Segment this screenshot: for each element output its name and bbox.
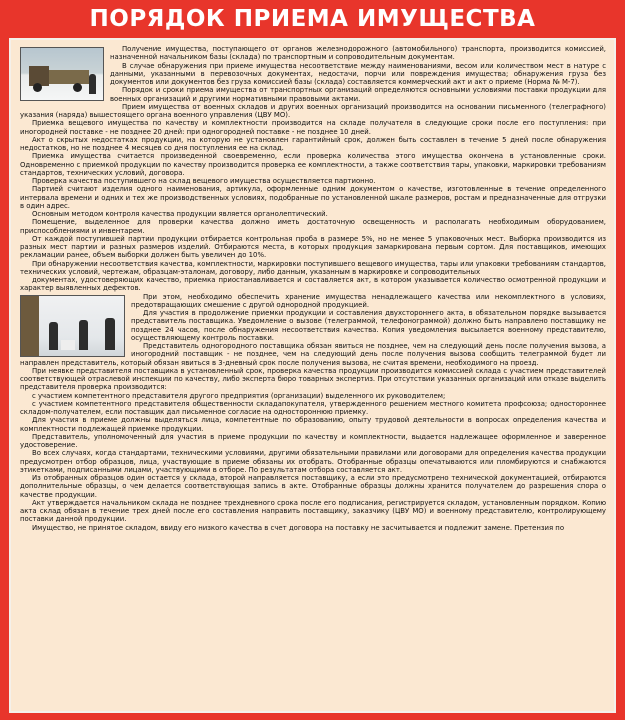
paragraph: с участием компетентного представителя общественности складапокупателя, утвержденного решением местного комитета профсоюза; одностороннее складом-получателем, если поставщик дал письменное согласие на одностороннюю приемку. [20, 399, 606, 416]
paragraph: Приемка имущества считается произведенной своевременно, если проверка количества этого имущества окончена в установленные сроки. Одновременно с приемкой продукции по качеству производится проверка ее комплектности, а также соответствия тары, упаковки, маркировки требованиям стандартов, технических условий, договора. [20, 152, 606, 177]
box-shape [61, 340, 75, 350]
worker-figure [89, 74, 96, 94]
worker-figure [79, 320, 88, 350]
paragraph: В случае обнаружения при приеме имущества несоответствие между наименованиями, весом или количеством мест в натуре с данными, указанными в перевозочных документах, недостачи, порчи или повреждения имущества; обнаружения груза без документов или документов без груза комиссией базы (склада) составляется коммерческий акт и акт о приеме (Норма № М-7). [110, 61, 606, 86]
truck-bed-shape [49, 70, 89, 84]
paragraph: От каждой поступившей партии продукции отбирается контрольная проба в размере 5%, но не менее 5 упаковочных мест. Выборка производится из разных мест партии и разных размеров изделий. Отбираются места, в которых продукция замаркирована первым сортом. Для поставщиков, имеющих рекламации ранее, объем выборки должен быть увеличен до 10%. [20, 234, 606, 260]
paragraph: Получение имущества, поступающего от органов железнодорожного (автомобильного) транспорта, производится комиссией, назначенной начальником базы (склада) по транспортным и сопроводительным документам. [110, 45, 606, 62]
paragraph: Прием имущества от военных складов и других военных организаций производится на основании письменного (телеграфного) указания (наряда) вышестоящего органа военного управления (ЦВУ МО). [20, 102, 606, 119]
paragraph: Акт о скрытых недостатках продукции, на которую не установлен гарантийный срок, должен быть составлен в течение 5 дней после обнаружения недостатков, но не позднее 4 месяцев со дня поступления ее на склад. [20, 135, 606, 152]
paragraph: Представитель одногородного поставщика обязан явиться не позднее, чем на следующий день после получения вызова, а иногородний поставщик - не позднее, чем на следующий день после получения вызова сообщить телеграммой будет ли направлен представитель, который обязан явиться в 3-дневный срок после получения вызова, не считая времени, необходимого на проезд. [20, 342, 606, 367]
paragraph: Для участия в продолжение приемки продукции и составления двухстороннего акта, в обязательном порядке вызывается представитель поставщика. Уведомление о вызове (телеграммой, телефонограммой) должно быть направлено поставщику не позднее 24 часов, после обнаружения несоответствия качества. Копия уведомления высылается военному представителю, осуществляющему контроль поставки. [131, 309, 606, 342]
paragraph: При обнаружении несоответствия качества, комплектности, маркировки поступившего вещевого имущества, тары или упаковки требованиям стандартов, технических условий, чертежам, образцам-эталонам, договору, либо данным, указанным в маркировке и сопроводительных [20, 259, 606, 276]
paragraph: Порядок и сроки приема имущества от транспортных организаций определяются основными условиями поставки продукции для военных организаций и другими нормативными правовыми актами. [110, 86, 606, 103]
paragraph: Представитель, уполномоченный для участия в приеме продукции по качеству и комплектности, выдается надлежащее оформленное и заверенное удостоверение. [20, 432, 606, 449]
content-panel [9, 38, 616, 713]
paragraph: Партией считают изделия одного наименования, артикула, оформленные одним документом о качестве, изготовленные в течение определенного интервала времени и одних и тех же производственных условиях, подобранные по установленной шкале размеров, ростам и предназначенные для отгрузки в один адрес. [20, 185, 606, 210]
paragraph: Основным методом контроля качества продукции является органолептический. [32, 210, 328, 218]
paragraph: Акт утверждается начальником склада не позднее трехдневного срока после его подписания, регистрируется складом, установленным порядком. Копию акта склад обязан в течение трех дней после его составления направить поставщику, заказчику (ЦВУ МО) и военному представителю, контролирующему поставки данной продукции. [20, 498, 606, 524]
paragraph: Приемка вещевого имущества по качеству и комплектности производится на складе получателя в следующие сроки после его поступления: при иногородней поставке - не позднее 20 дней: при одногородней поставке - не позднее 10 дней. [20, 119, 606, 136]
paragraph: При неявке представителя поставщика в установленный срок, проверка качества продукции производится комиссией склада с участием представителей соответствующей отраслевой инспекции по качеству, либо эксперта бюро товарных экспертиз. При отсутствии указанных организаций или отказе выделить представителя проверка производится: [20, 366, 606, 392]
paragraph: Во всех случаях, когда стандартами, техническими условиями, другими обязательными правилами или договорами для определения качества продукции предусмотрен отбор образцов, лица, участвующие в приеме обязаны их отобрать. Отобранные образцы опечатываются или пломбируются и снабжаются этикетками, подписанными лицами, участвующими в отборе. По результатам отбора составляется акт. [20, 449, 606, 474]
paragraph: с участием компетентного представителя другого предприятия (организации) выделенного их руководителем; [32, 391, 446, 400]
truck-wheel-shape [33, 83, 42, 92]
paragraph: Из отобранных образцов один остается у склада, второй направляется поставщику, а если это предусмотрено технической документацией, отбираются дополнительные образцы, о чем делается соответствующая запись в акте. Отобранные образцы должны хранится получателем до разрешения спора о качестве продукции. [20, 474, 606, 499]
paragraph: документах, удостоверяющих качество, приемка приостанавливается и составляется акт, в котором указывается количество осмотренной продукции и характер выявленных дефектов. [20, 276, 606, 293]
truck-wheel-shape [73, 83, 82, 92]
worker-figure [105, 318, 115, 350]
paragraph: Имущество, не принятое складом, ввиду его низкого качества в счет договора на поставку не засчитывается и подлежит замене. Претензия по [32, 523, 565, 532]
paragraph: Помещение, выделенное для проверки качества должно иметь достаточную освещенность и располагать необходимым оборудованием, приспособлениями и инвентарем. [20, 218, 606, 235]
worker-figure [49, 322, 58, 350]
warehouse-workers-photo [20, 295, 125, 357]
truck-unloading-photo [20, 47, 104, 101]
shelf-shape [21, 296, 39, 356]
paragraph: Проверка качества поступившего на склад вещевого имущества осуществляется партионно. [32, 177, 376, 185]
paragraph: Для участия в приеме должны выделяться лица, компетентные по образованию, опыту трудовой деятельности в вопросах определения качества и комплектности подлежащей приемке продукции. [20, 416, 606, 433]
paragraph: При этом, необходимо обеспечить хранение имущества ненадлежащего качества или некомплектного в условиях, предотвращающих смешение с другой однородной продукцией. [131, 292, 606, 309]
poster-title: ПОРЯДОК ПРИЕМА ИМУЩЕСТВА [89, 6, 536, 32]
body-text [20, 45, 606, 532]
